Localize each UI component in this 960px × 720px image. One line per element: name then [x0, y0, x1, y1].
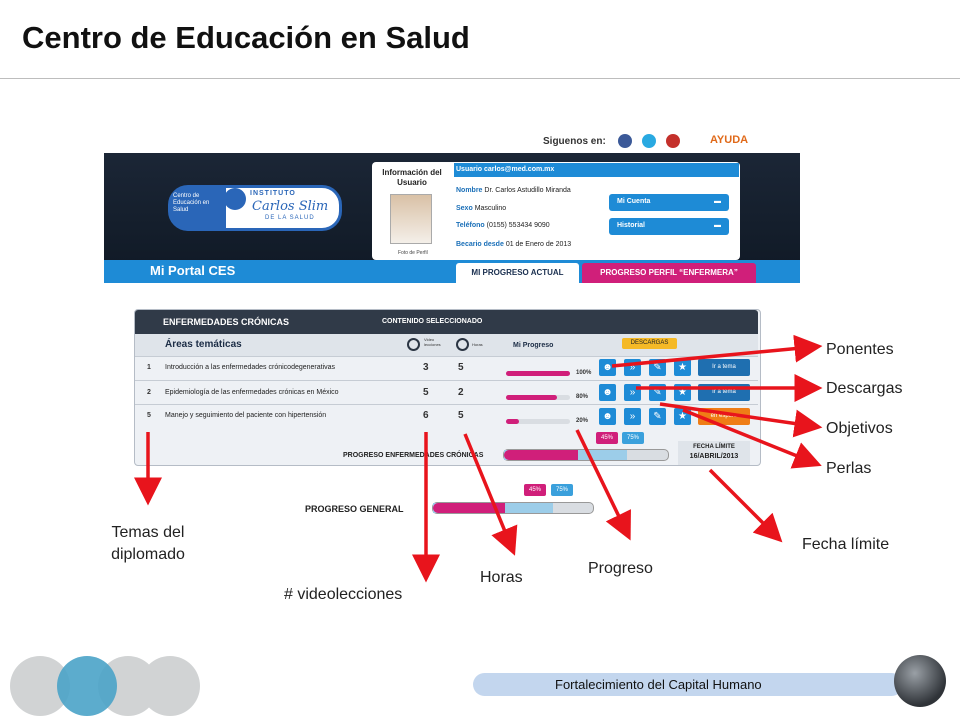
row-hours: 5	[458, 410, 464, 421]
row-videos: 3	[423, 362, 429, 373]
objetivos-icon[interactable]: ✎	[649, 384, 666, 401]
perlas-icon[interactable]: ★	[674, 384, 691, 401]
logo-name: Carlos Slim	[252, 199, 329, 214]
user-info-title: Información del Usuario	[382, 168, 442, 187]
areas-heading: Áreas temáticas	[165, 339, 242, 350]
mi-cuenta-button[interactable]: Mi Cuenta ▬	[609, 194, 729, 211]
label-ponentes: Ponentes	[826, 341, 894, 358]
label-progreso: Progreso	[588, 560, 653, 577]
row-number: 1	[147, 364, 151, 371]
folder-icon: ▬	[714, 198, 721, 205]
descargas-badge: DESCARGAS	[622, 338, 677, 349]
row-percent: 100%	[576, 370, 592, 376]
descargas-icon[interactable]: »	[624, 408, 641, 425]
arrow-progreso	[577, 430, 626, 531]
row-number: 5	[147, 412, 151, 419]
row-percent: 80%	[576, 394, 589, 400]
user-becario: Becario desde 01 de Enero de 2013	[456, 241, 572, 248]
slide-title: Centro de Educación en Salud	[22, 20, 470, 55]
logo-sub: DE LA SALUD	[265, 215, 315, 221]
row-number: 2	[147, 389, 151, 396]
objetivos-icon[interactable]: ✎	[649, 359, 666, 376]
historial-button[interactable]: Historial ▬	[609, 218, 729, 235]
arrow-fecha	[710, 470, 775, 535]
user-nombre: Nombre Dr. Carlos Astudillo Miranda	[456, 187, 571, 194]
ponentes-icon[interactable]: ☻	[599, 408, 616, 425]
descargas-icon[interactable]: »	[624, 359, 641, 376]
row-topic[interactable]: Manejo y seguimiento del paciente con hipertensión	[165, 412, 327, 419]
arrow-objetivos	[660, 404, 812, 426]
user-usuario: Usuario carlos@med.com.mx	[456, 166, 555, 173]
label-descargas: Descargas	[826, 380, 903, 397]
descargas-icon[interactable]: »	[624, 384, 641, 401]
perlas-icon[interactable]: ★	[674, 408, 691, 425]
course-blue-tag: 75%	[622, 432, 644, 444]
decor-circle-accent	[57, 656, 117, 716]
row-videos: 6	[423, 410, 429, 421]
label-objetivos: Objetivos	[826, 420, 893, 437]
label-fecha-limite: Fecha límite	[802, 536, 890, 553]
course-pink-tag: 45%	[596, 432, 618, 444]
row-hours: 5	[458, 362, 464, 373]
objetivos-icon[interactable]: ✎	[649, 408, 666, 425]
general-progress-label: PROGRESO GENERAL	[305, 504, 404, 514]
photo-caption: Foto de Perfil	[398, 250, 428, 256]
globe-icon	[894, 655, 946, 707]
social-label: Siguenos en:	[543, 136, 606, 147]
row-percent: 20%	[576, 418, 589, 424]
course-title: ENFERMEDADES CRÓNICAS	[163, 317, 290, 327]
arrow-ponentes	[612, 347, 812, 366]
folder-icon: ▬	[714, 222, 721, 229]
decor-circle	[140, 656, 200, 716]
row-topic[interactable]: Epidemiología de las enfermedades crónicas en México	[165, 389, 339, 396]
label-temas: Temas del diplomado	[111, 524, 185, 563]
tab-mi-progreso[interactable]: MI PROGRESO ACTUAL	[456, 263, 579, 283]
row-hours: 2	[458, 387, 464, 398]
perlas-icon[interactable]: ★	[674, 359, 691, 376]
deadline-date: 16/ABRIL/2013	[689, 453, 739, 460]
deadline-label: FECHA LÍMITE	[693, 444, 735, 450]
tab-perfil-enfermera[interactable]: PROGRESO PERFIL “ENFERMERA”	[582, 263, 756, 283]
logo-brand: INSTITUTO	[250, 190, 296, 197]
ponentes-icon[interactable]: ☻	[599, 359, 616, 376]
user-telefono: Teléfono (0155) 553434 9090	[456, 222, 550, 229]
general-blue-tag: 75%	[551, 484, 573, 496]
help-link[interactable]: AYUDA	[710, 134, 749, 146]
label-horas: Horas	[480, 569, 523, 586]
hours-col-label: Horas	[472, 342, 483, 347]
selected-content-label: CONTENIDO SELECCIONADO	[382, 318, 483, 325]
logo-left-text: Centro de Educación en Salud	[173, 193, 210, 213]
row-topic[interactable]: Introducción a las enfermedades crónicodegenerativas	[165, 364, 336, 371]
arrow-horas	[465, 434, 511, 546]
course-progress-label: PROGRESO ENFERMEDADES CRÓNICAS	[343, 452, 484, 459]
go-to-topic-button[interactable]: Ir a tema	[698, 359, 750, 376]
go-to-topic-button[interactable]: Ir a tema	[698, 384, 750, 401]
label-videolecciones: # videolecciones	[284, 586, 403, 603]
video-col-label: Video lecciones	[424, 337, 441, 347]
mi-progreso-heading: Mi Progreso	[513, 342, 554, 349]
row-videos: 5	[423, 387, 429, 398]
ponentes-icon[interactable]: ☻	[599, 384, 616, 401]
footer-text: Fortalecimiento del Capital Humano	[555, 677, 762, 692]
waiting-button[interactable]: en espera	[698, 408, 750, 425]
user-sexo: Sexo Masculino	[456, 205, 507, 212]
general-pink-tag: 45%	[524, 484, 546, 496]
portal-name: Mi Portal CES	[150, 263, 236, 278]
label-perlas: Perlas	[826, 460, 872, 477]
